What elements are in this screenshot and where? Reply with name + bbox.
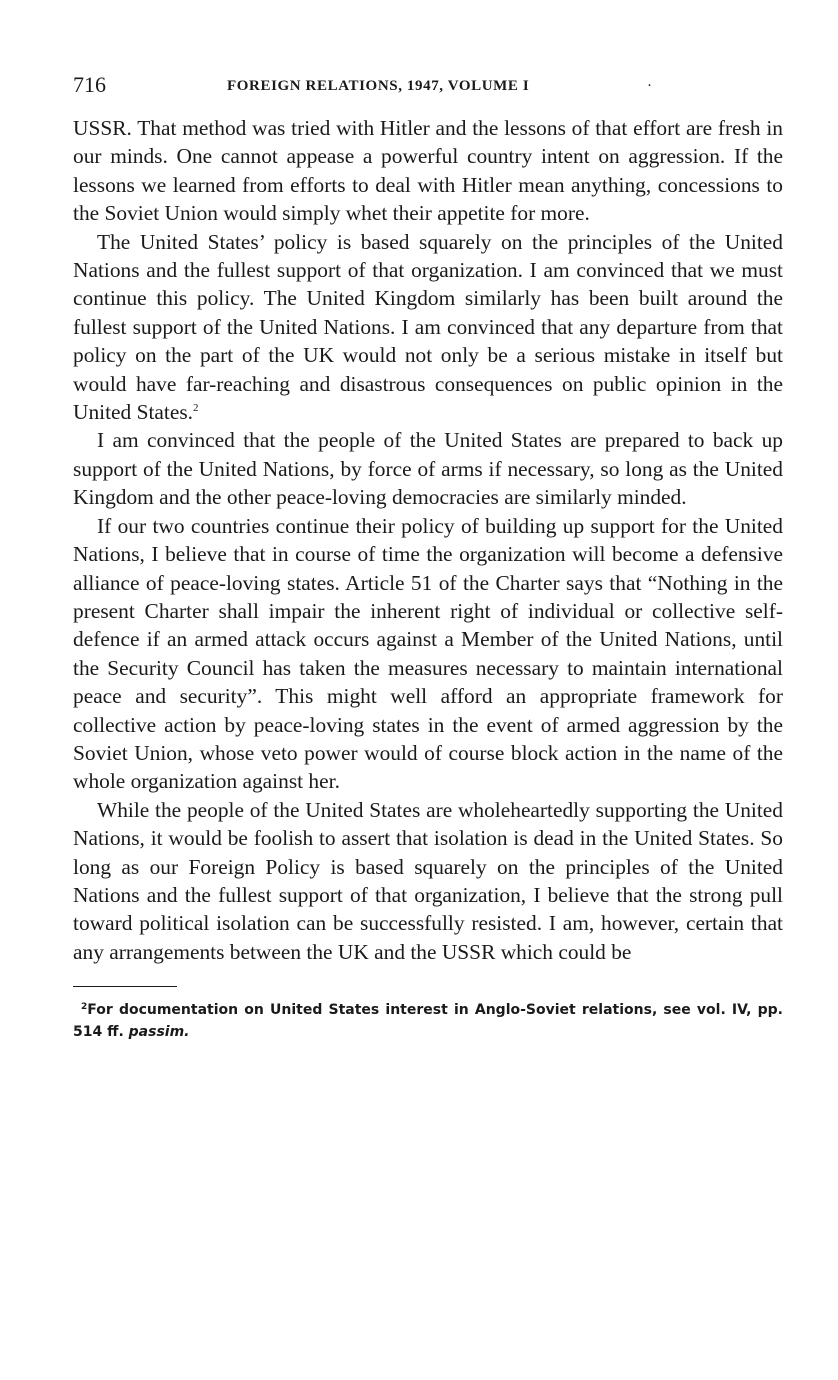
paragraph-3: I am convinced that the people of the United States are prepared to back up support of the United Nations, by force of arms if necessary, so long as the United Kingdom and the other peace-loving democracies are similarly minded. — [73, 428, 783, 510]
footnote-divider — [73, 986, 177, 987]
page-number: 716 — [73, 72, 106, 97]
paragraph-1: USSR. That method was tried with Hitler and the lessons of that effort are fresh in our minds. One cannot appease a powerful country intent on aggression. If the lessons we learned from efforts to deal with Hitler mean anything, concessions to the Soviet Union would simply whet their appetite for more. — [73, 116, 783, 226]
running-header — [73, 70, 783, 100]
header-mark: · — [647, 78, 652, 94]
paragraph-2 — [73, 228, 783, 427]
footnote — [73, 999, 783, 1043]
body-text — [73, 114, 783, 966]
footnote-reference: 2 — [193, 402, 199, 415]
paragraph-2-text: The United States’ policy is based squarely on the principles of the United Nations and the fullest support of that organization. I am convinced that we must continue this policy. The United Kingdom similarly has been built around the fullest support of the United Nations. I am convinced that any departure from that policy on the part of the UK would not only be a serious mistake in itself but would have far-reaching and disastrous consequences on public opinion in the United States. — [73, 229, 783, 425]
paragraph-5: While the people of the United States are wholeheartedly supporting the United Nations, it would be foolish to assert that isolation is dead in the United States. So long as our Foreign Policy is based squarely on the principles of the United Nations and the fullest support of that organization, I believe that the strong pull toward political isolation can be successfully resisted. I am, however, certain that any arrangements between the UK and the USSR which could be — [73, 797, 783, 964]
footnote-italic: passim. — [128, 1024, 190, 1041]
running-title: FOREIGN RELATIONS, 1947, VOLUME I — [227, 78, 530, 94]
paragraph-4: If our two countries continue their policy of building up support for the United Nations, I believe that in course of time the organization will become a defensive alliance of peace-loving states. Article 51 of the Charter says that “Nothing in the present Charter shall impair the inherent right of individual or collective self-defence if an armed attack occurs against a Member of the United Nations, until the Security Council has taken the measures necessary to maintain international peace and security”. This might well afford an appropriate framework for collective action by peace-loving states in the event of armed aggression by the Soviet Union, whose veto power would of course block action in the name of the whole organization against her. — [73, 513, 783, 794]
document-page — [73, 70, 783, 1043]
footnote-text: For documentation on United States interest in Anglo-Soviet relations, see vol. IV, pp. 514 ff. — [73, 1002, 783, 1041]
footnote-mark: 2 — [81, 1002, 88, 1013]
